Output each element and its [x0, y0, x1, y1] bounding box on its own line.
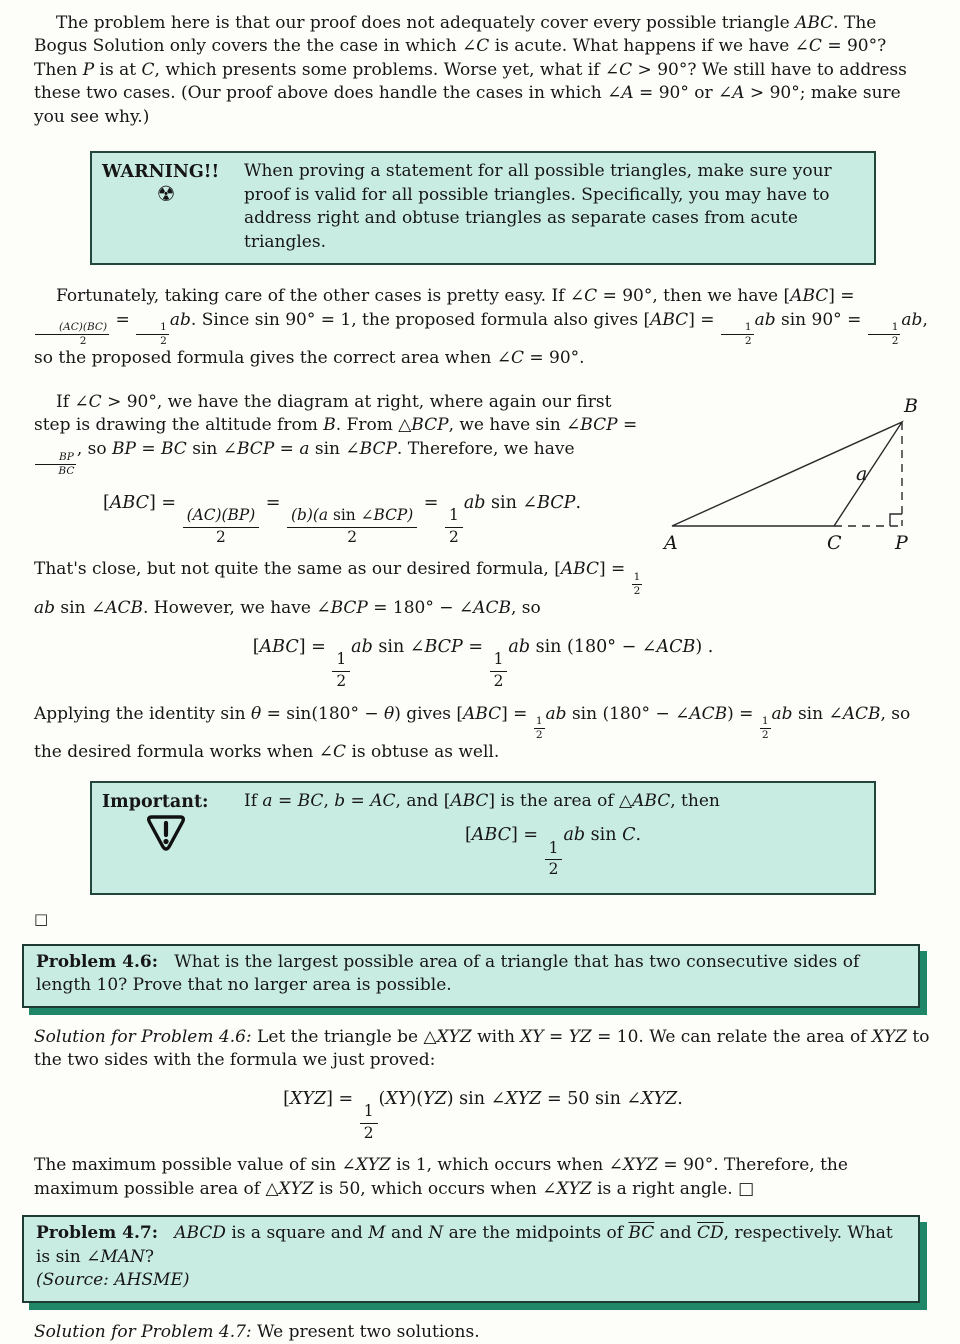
- equation-supplement: [ABC] = $\frac{1}{2}$ ab sin ∠BCP = $\frac{1}{2}$ ab sin (180° − ∠ACB) .: [252, 636, 714, 690]
- problem-4-6-text: What is the largest possible area of a triangle that has two consecutive sides of length 10? Prove that no larger area is possible.: [36, 951, 860, 996]
- important-box: [90, 781, 876, 895]
- important-formula: [ABC] = $\frac{1}{2}$ ab sin C.: [464, 825, 642, 879]
- warning-box: [90, 151, 876, 265]
- obtuse-case-section: [34, 391, 932, 621]
- important-label: Important:: [102, 791, 209, 812]
- vertex-label-A: A: [664, 531, 678, 554]
- paragraph-obtuse-setup: If ∠C > 90°, we have the diagram at right, where again our first step is drawing the altitude from B. From △BCP, we have sin ∠BCP = $\frac{BP}{BC}$ , so BP = BC sin ∠BCP = a sin ∠BCP. Therefore, we have: [34, 391, 638, 477]
- paragraph-identity: Applying the identity sin θ = sin(180° − θ) gives [ABC] = $\frac{1}{2}$ ab sin (180° − ∠ACB) = $\frac{1}{2}$ ab sin ∠ACB, so the desired formula works when ∠C is obtuse as well.: [34, 703, 911, 763]
- exercise-checkbox-square: □: [34, 910, 49, 929]
- important-statement: If a = BC, b = AC, and [ABC] is the area of △ABC, then: [244, 790, 720, 811]
- radiation-icon: ☢: [156, 182, 176, 207]
- paragraph-right-angle-case: Fortunately, taking care of the other cases is pretty easy. If ∠C = 90°, then we have [ABC] = $\frac{(AC)(BC)}{2}$ = $\frac{1}{2}$ ab. Since sin 90° = 1, the proposed formula also gives [ABC] = $\frac{1}{2}$ ab sin 90° = $\frac{1}{2}$ ab, so the proposed formula gives the correct area when ∠C = 90°.: [34, 286, 928, 369]
- right-angle-mark: [890, 514, 902, 526]
- warning-label-column: [102, 160, 230, 254]
- paragraph-max-area: The maximum possible value of sin ∠XYZ is 1, which occurs when ∠XYZ = 90°. Therefore, the maximum possible area of △XYZ is 50, which occurs when ∠XYZ is a right angle. □: [34, 1155, 848, 1199]
- important-label-column: [102, 790, 230, 881]
- solution-4-7-intro: Solution for Problem 4.7: We present two solutions.: [34, 1321, 480, 1342]
- triangle-ABC: [672, 422, 902, 526]
- vertex-label-B: B: [904, 394, 918, 417]
- equation-area-bcp: [ABC] = $\frac{(AC)(BP)}{2}$ = $\frac{\text{(b)(a sin ∠BCP)}}{2}$ = $\frac{1}{2}$ ab sin ∠BCP.: [102, 492, 582, 546]
- paragraph-bogus-solution-cases: The problem here is that our proof does not adequately cover every possible triangle ABC. The Bogus Solution only covers the the case in which ∠C is acute. What happens if we have ∠C = 90°? Then P is at C, which presents some problems. Worse yet, what if ∠C > 90°? We still have to address these two cases. (Our proof above does handle the cases in which ∠A = 90° or ∠A > 90°; make sure you see why.): [34, 13, 907, 127]
- warning-label: WARNING!!: [102, 162, 220, 183]
- vertex-label-C: C: [827, 531, 842, 554]
- exclamation-triangle-icon: [146, 814, 186, 852]
- problem-4-7-box: [22, 1215, 920, 1302]
- vertex-label-P: P: [895, 531, 908, 554]
- warning-text: When proving a statement for all possible triangles, make sure your proof is valid for all possible triangles. Specifically, you may have to address right and obtuse triangles as separate cases from acute triangles.: [244, 161, 832, 252]
- paragraph-close-formula: That's close, but not quite the same as our desired formula, [ABC] = $\frac{1}{2}$ ab sin ∠ACB. However, we have ∠BCP = 180° − ∠ACB, so: [34, 559, 641, 619]
- problem-4-7-title: Problem 4.7:: [36, 1223, 158, 1244]
- problem-4-6-title: Problem 4.6:: [36, 951, 158, 972]
- important-body: [244, 790, 862, 881]
- solution-4-6-intro: Solution for Problem 4.6: Let the triangle be △XYZ with XY = YZ = 10. We can relate the area of XYZ to the two sides with the formula we just proved:: [34, 1026, 930, 1071]
- problem-4-7-text: ABCD is a square and M and N are the midpoints of $\overline{BC}$ and $\overline{CD}$, respectively. What is sin ∠MAN?: [36, 1223, 893, 1267]
- problem-4-7-source: (Source: AHSME): [36, 1270, 190, 1291]
- equation-xyz-area: [XYZ] = $\frac{1}{2}$ (XY)(YZ) sin ∠XYZ = 50 sin ∠XYZ.: [283, 1088, 683, 1142]
- side-label-a: a: [856, 462, 868, 485]
- triangle-diagram: [664, 393, 932, 559]
- problem-4-6-box: [22, 944, 920, 1008]
